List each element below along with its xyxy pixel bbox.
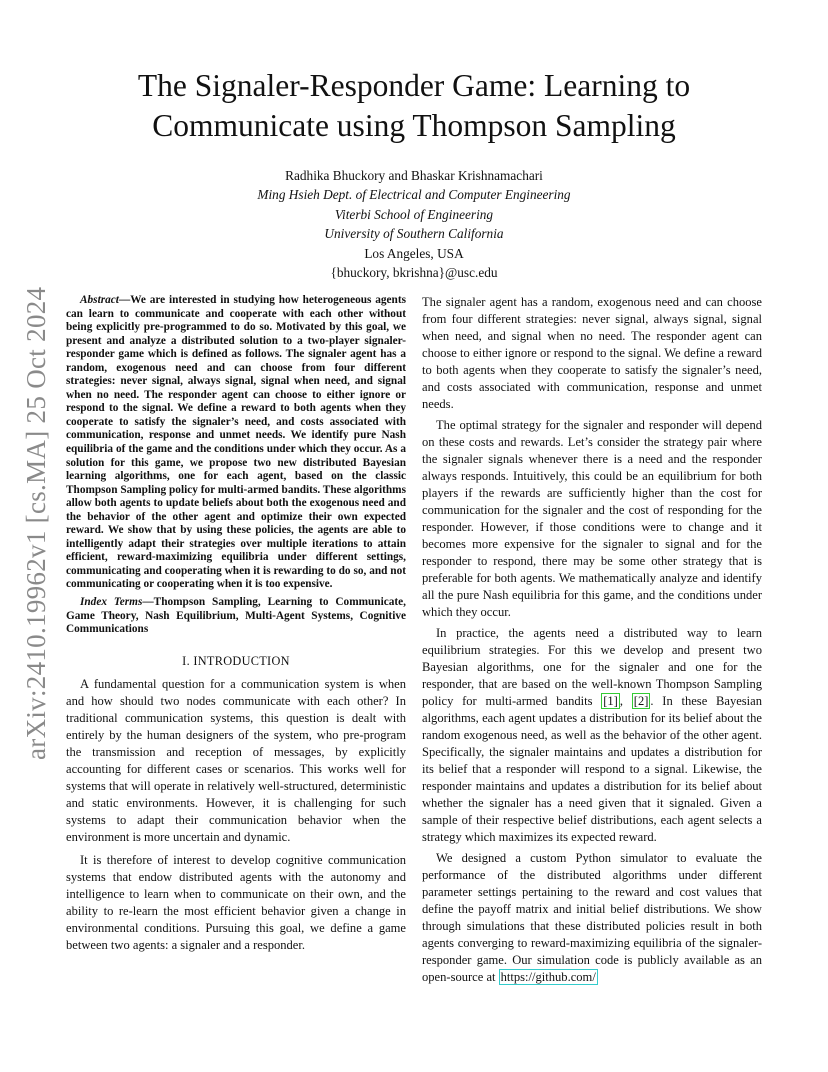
section-heading-introduction: I. INTRODUCTION (182, 653, 290, 668)
left-column (66, 294, 406, 954)
intro-paragraph-6 (422, 850, 762, 986)
author-block (100, 166, 728, 282)
title-line-1: The Signaler-Responder Game: Learning to (137, 68, 691, 103)
abstract (66, 294, 406, 592)
intro-paragraph-6-text: We designed a custom Python simulator to evaluate the performance of the distributed algorithms under different parameter settings pertaining to the reward and cost values that define the payoff matrix and initial belief distributions. We show through simulations that these distributed policies result in both agents converging to reward-maximizing equilibria of the signaler-responder game. Our simulation code is publicly available as an open-source at (422, 851, 762, 984)
abstract-text: —We are interested in studying how heterogeneous agents can learn to communicate and cooperate with each other without being explicitly pre-programmed to do so. Motivated by this goal, we present and analyze a distributed solution to a two-player signaler-responder game which is defined as follows. The signaler agent has a random, exogenous need and can choose from four different strategies: never signal, always signal, signal when need, and signal when no need. The responder agent can choose to either ignore or respond to the signal. We define a reward to both agents when they cooperate to satisfy the signaler’s need, and costs associated with communication, response and unmet needs. We identify pure Nash equilibria of the game and the conditions under which they occur. As a solution for this game, we propose two new distributed Bayesian learning algorithms, one for each agent, based on the classic Thompson Sampling policy for multi-armed bandits. These algorithms allow both agents to update beliefs about both the exogenous need and the behavior of the other agent and optimize their own expected reward. We show that by using these policies, the agents are able to intelligently adapt their strategies over multiple iterations to attain efficient, reward-maximizing equilibria under different settings, communicating and cooperating when it is rewarding to do so, and not communicating or cooperating when it is too expensive. (66, 294, 406, 591)
right-column (422, 294, 762, 986)
github-link[interactable]: https://github.com/ (500, 970, 596, 984)
citation-separator: , (619, 694, 632, 708)
author-names: Radhika Bhuckory and Bhaskar Krishnamachari (285, 168, 543, 183)
intro-paragraph-5-start: In practice, the agents need a distributed way to learn equilibrium strategies. For this we develop and present two Bayesian algorithms, one for the signaler and one for the responder, that are based on the well-known Thompson Sampling policy for multi-armed bandits (422, 626, 762, 708)
index-terms (66, 596, 406, 637)
abstract-lead: Abstract (80, 294, 119, 306)
index-terms-lead: Index Terms (80, 596, 143, 609)
index-terms-text: —Thompson Sampling, Learning to Communicate, Game Theory, Nash Equilibrium, Multi-Agent Systems, Cognitive Communications (66, 596, 406, 636)
intro-paragraph-4: The optimal strategy for the signaler and responder will depend on these costs and rewards. Let’s consider the strategy pair where the signaler signals whenever there is a need and the responder always responds. Intuitively, this could be an equilibrium for both players if the rewards are sufficiently higher than the cost for communication for the signaler and the cost of responding for the responder. However, if those conditions were to change and it becomes more expensive for the signaler to signal and for the responder to respond, there may be some other strategy that is preferable for both agents. We mathematically analyze and identify all the pure Nash equilibria for this game, and the conditions under which they occur. (422, 418, 762, 619)
author-school: Viterbi School of Engineering (334, 206, 494, 222)
citation-link-2[interactable]: [2] (633, 694, 649, 708)
title-line-2: Communicate using Thompson Sampling (152, 108, 676, 143)
author-university: University of Southern California (324, 226, 504, 242)
intro-paragraph-3: The signaler agent has a random, exogenous need and can choose from four different strategies: never signal, always signal, signal when need, and signal when no need. The responder agent can choose to either ignore or respond to the signal. We define a reward to both agents when they cooperate to satisfy the signaler’s need, and costs associated with communication, response and unmet needs. (422, 295, 762, 411)
author-email: {bhuckory, bkrishna}@usc.edu (330, 265, 498, 281)
intro-paragraph-2: It is therefore of interest to develop cognitive communication systems that endow distributed agents with the autonomy and intelligence to learn when to communicate on their own, and the ability to re-learn the most efficient behavior given a change in environmental conditions. Pursuing this goal, we define a game between two agents: a signaler and a responder. (66, 852, 406, 952)
paper-title (60, 66, 768, 146)
intro-paragraph-1: A fundamental question for a communication system is when and how should two nodes communicate with each other? In traditional communication systems, this question is dealt with entirely by the human designers of the system, who pre-program the transmission and reception of messages, by explicitly accounting for different cases or scenarios. This works well for systems that will operate in relatively well-structured, deterministic and static environments. However, it is challenging for such systems to adapt their communication behavior when the environment is more uncertain and dynamic. (66, 676, 406, 844)
intro-paragraph-5-end: . In these Bayesian algorithms, each agent updates a distribution for its belief about the random exogenous need, as well as the behavior of the other agent. Specifically, the signaler maintains and updates a distribution for its belief that a responder will respond to a signal. Likewise, the responder maintains and updates a distribution for its belief about whether the signaler has a need given that it signaled. Given a sample of their respective belief distributions, each agent selects a strategy which maximizes its expected reward. (422, 694, 762, 844)
citation-link-1[interactable]: [1] (603, 694, 618, 708)
arxiv-side-label: arXiv:2410.19962v1 [cs.MA] 25 Oct 2024 (21, 286, 51, 760)
intro-paragraph-5 (422, 625, 762, 846)
author-dept: Ming Hsieh Dept. of Electrical and Computer Engineering (257, 187, 571, 203)
author-city: Los Angeles, USA (364, 245, 464, 261)
